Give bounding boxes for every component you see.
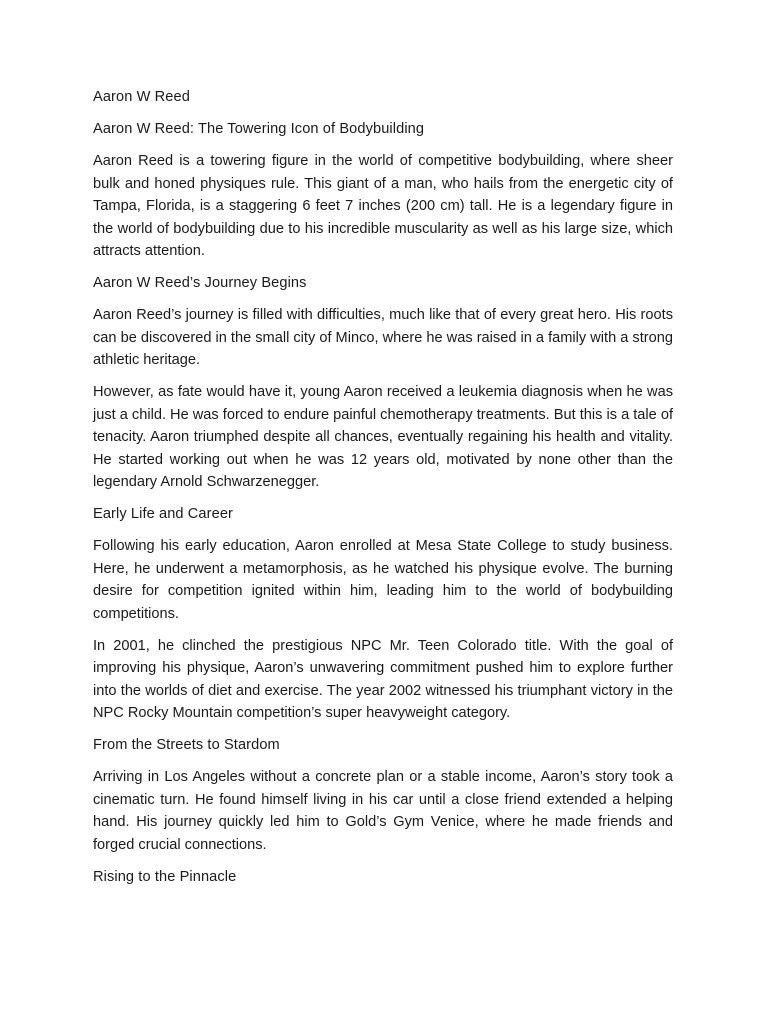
early-life-paragraph-1: Following his early education, Aaron enrolled at Mesa State College to study business. Here, he underwent a metamorphosis, as he watched his physique evolve. The burning desire for competition ignited within him, leading him to the world of bodybuilding competitions. — [93, 538, 673, 622]
section-heading-streets-to-stardom: From the Streets to Stardom — [93, 737, 280, 753]
streets-paragraph-1: Arriving in Los Angeles without a concrete plan or a stable income, Aaron’s story took a cinematic turn. He found himself living in his car until a close friend extended a helping hand. His journey quickly led him to Gold’s Gym Venice, where he made friends and forged crucial connections. — [93, 769, 673, 853]
section-heading-early-life: Early Life and Career — [93, 506, 233, 522]
section-heading-journey: Aaron W Reed’s Journey Begins — [93, 275, 307, 291]
journey-paragraph-1: Aaron Reed’s journey is filled with difficulties, much like that of every great hero. His roots can be discovered in the small city of Minco, where he was raised in a family with a strong athletic heritage. — [93, 307, 673, 368]
intro-paragraph: Aaron Reed is a towering figure in the world of competitive bodybuilding, where sheer bulk and honed physiques rule. This giant of a man, who hails from the energetic city of Tampa, Florida, is a staggering 6 feet 7 inches (200 cm) tall. He is a legendary figure in the world of bodybuilding due to his incredible muscularity as well as his large size, which attracts attention. — [93, 153, 673, 259]
journey-paragraph-2: However, as fate would have it, young Aaron received a leukemia diagnosis when he was just a child. He was forced to endure painful chemotherapy treatments. But this is a tale of tenacity. Aaron triumphed despite all chances, eventually regaining his health and vitality. He started working out when he was 12 years old, motivated by none other than the legendary Arnold Schwarzenegger. — [93, 384, 674, 490]
early-life-paragraph-2: In 2001, he clinched the prestigious NPC Mr. Teen Colorado title. With the goal of improving his physique, Aaron’s unwavering commitment pushed him to explore further into the worlds of diet and exercise. The year 2002 witnessed his triumphant victory in the NPC Rocky Mountain competition’s super heavyweight category. — [93, 637, 673, 721]
section-heading-pinnacle: Rising to the Pinnacle — [93, 868, 237, 885]
main-heading: Aaron W Reed: The Towering Icon of Bodybuilding — [93, 121, 425, 137]
document-title: Aaron W Reed — [93, 89, 190, 105]
